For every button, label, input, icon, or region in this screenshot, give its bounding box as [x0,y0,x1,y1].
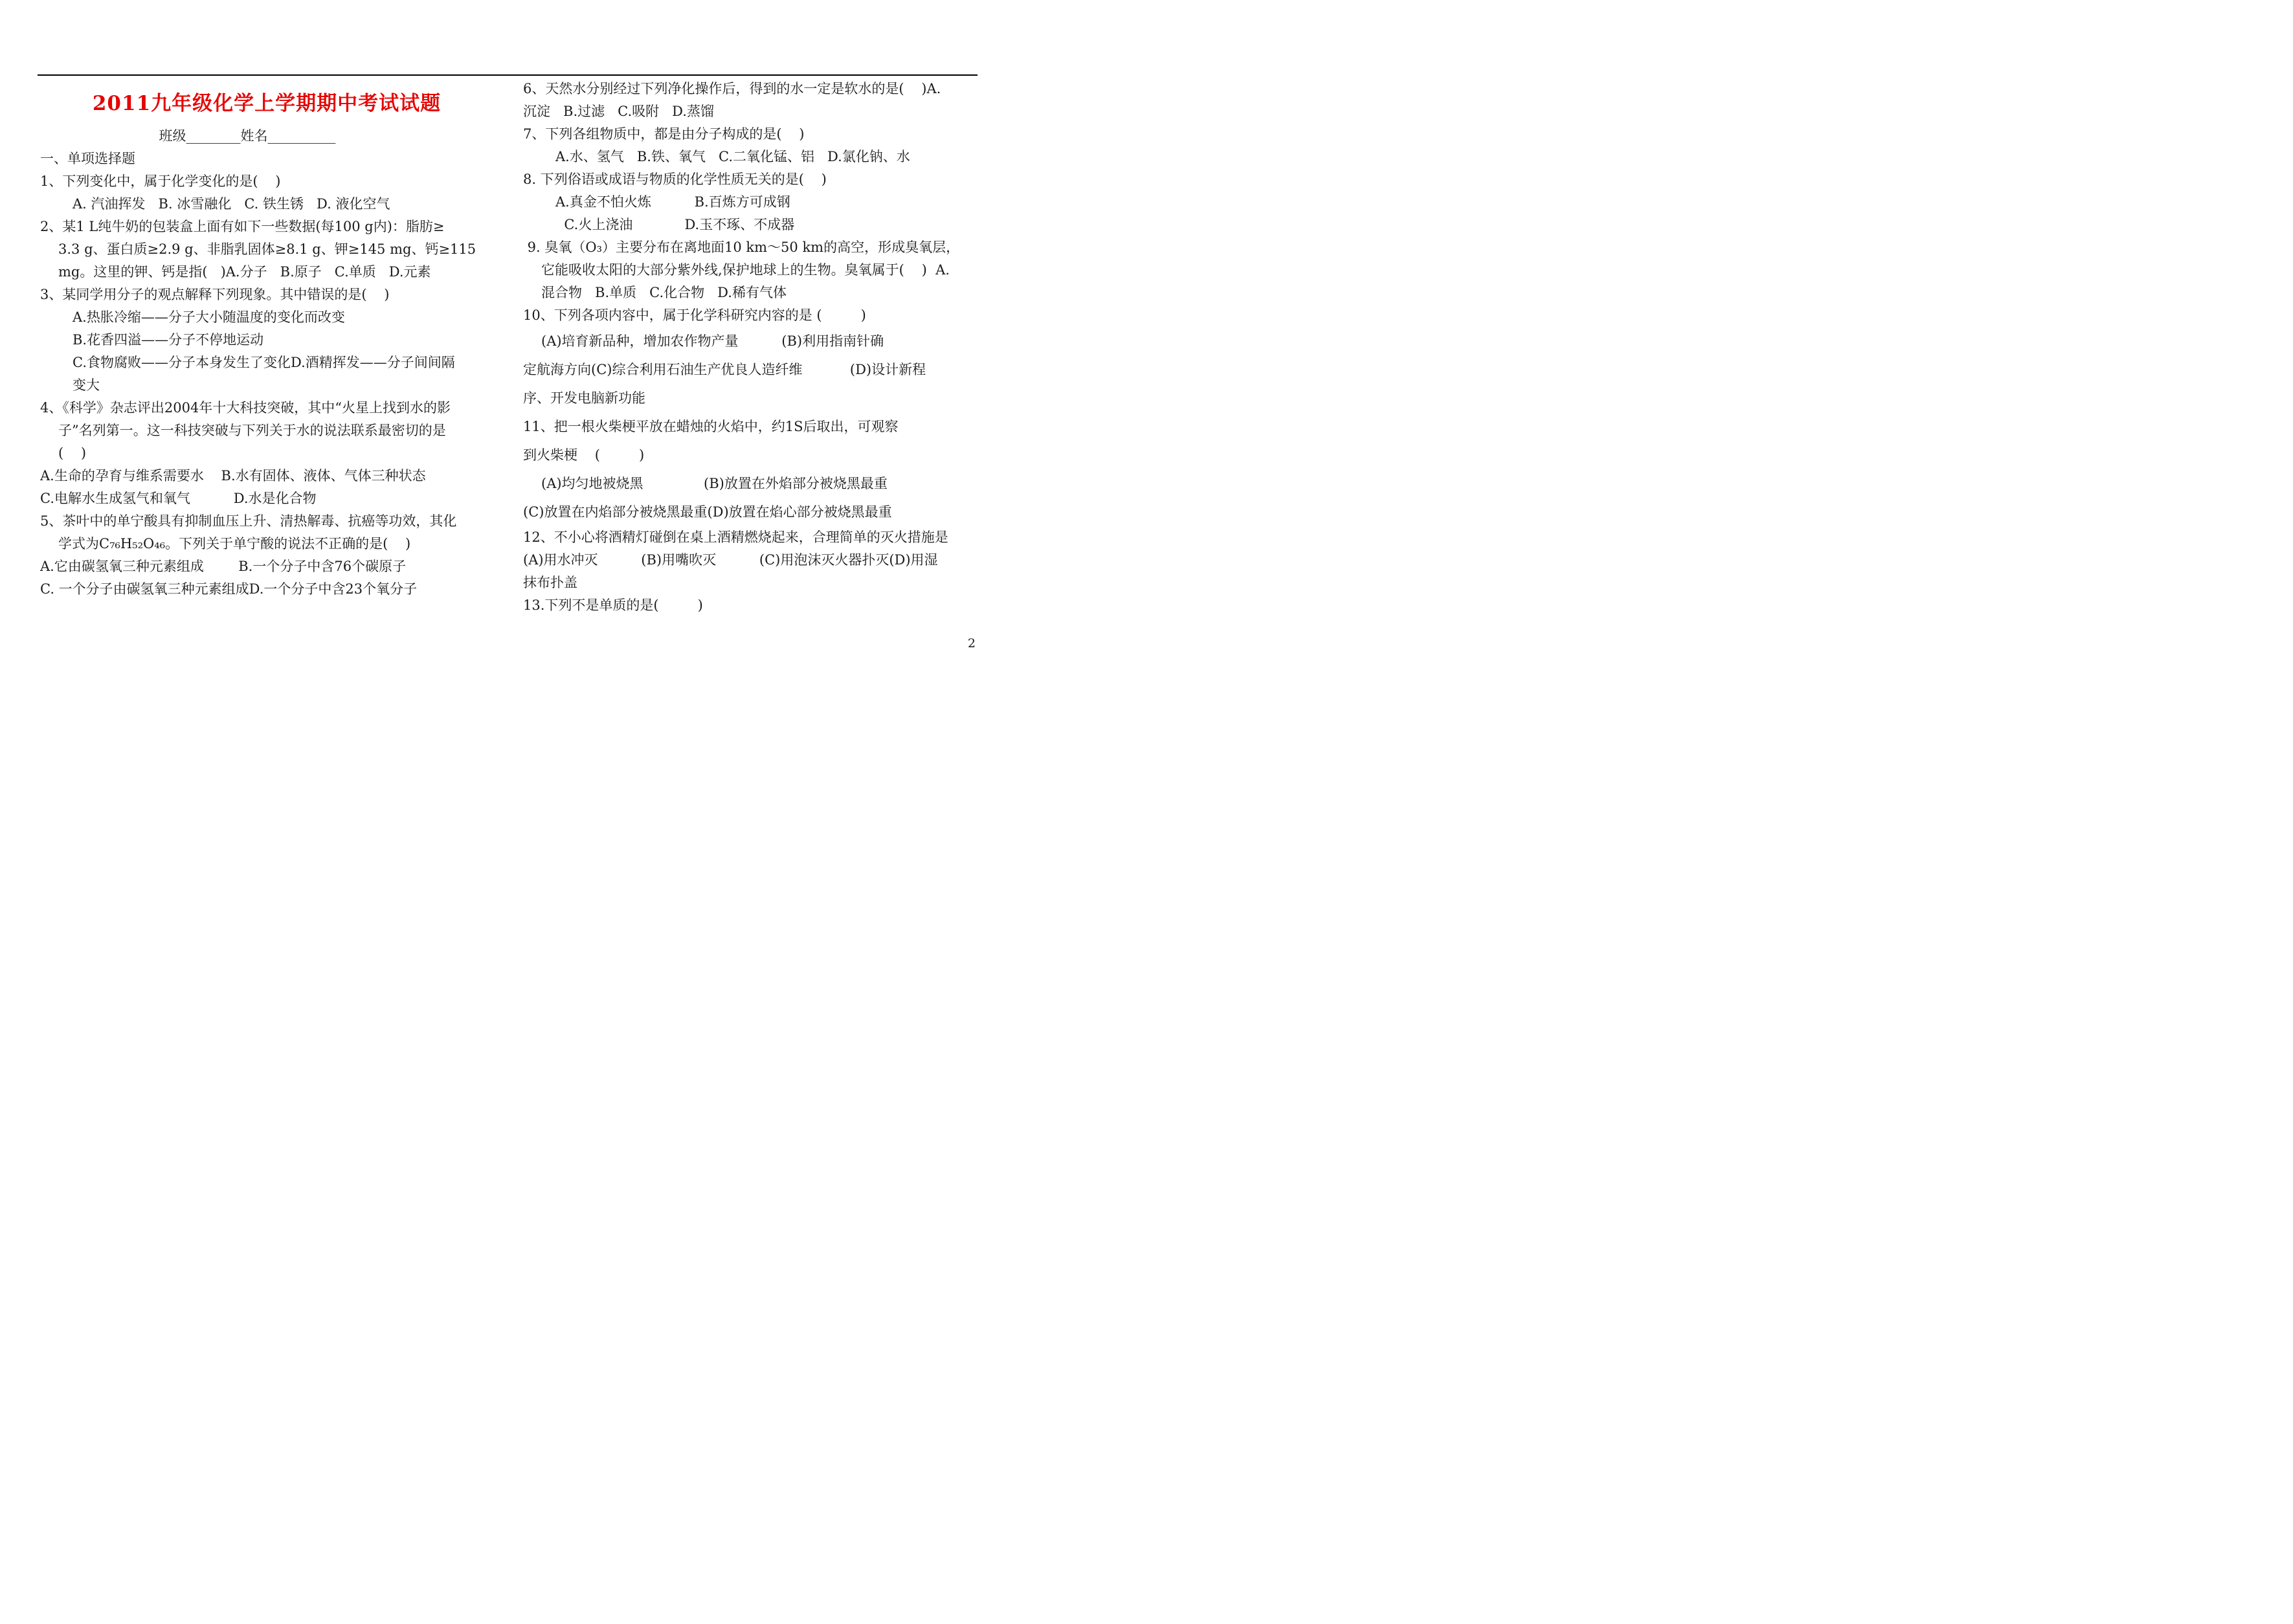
text-line: 定航海方向(C)综合利用石油生产优良人造纤维 (D)设计新程 [523,362,926,377]
left-question-list [40,148,493,601]
header-rule [38,74,978,76]
page-number: 2 [967,636,976,651]
text-line: C.电解水生成氢气和氧气 D.水是化合物 [40,491,317,506]
text-line: (A)用水冲灭 (B)用嘴吹灭 (C)用泡沫灭火器扑灭(D)用湿 [523,552,938,568]
text-line: 子”名列第一。这一科技突破与下列关于水的说法联系最密切的是 [58,423,446,438]
text-line: 序、开发电脑新功能 [523,390,645,406]
text-line: A.真金不怕火炼 B.百炼方可成钢 [555,194,790,210]
text-line: 5、茶叶中的单宁酸具有抑制血压上升、清热解毒、抗癌等功效，其化 [40,513,457,529]
text-line: 6、天然水分别经过下列净化操作后，得到的水一定是软水的是( )A. [523,81,941,96]
text-line: 12、不小心将酒精灯碰倒在桌上酒精燃烧起来，合理简单的灭火措施是 [523,529,948,545]
text-line: A.水、氢气 B.铁、氧气 C.二氧化锰、铝 D.氯化钠、水 [555,149,910,164]
text-line: 沉淀 B.过滤 C.吸附 D.蒸馏 [523,104,714,119]
text-line: A.热胀冷缩——分子大小随温度的变化而改变 [73,309,345,325]
text-line: A.它由碳氢氧三种元素组成 B.一个分子中含76个碳原子 [40,559,407,574]
text-line: 变大 [73,377,100,393]
text-line: 4、《科学》杂志评出2004年十大科技突破，其中“火星上找到水的影 [40,400,451,416]
text-line: 一、单项选择题 [40,151,135,166]
text-line: 混合物 B.单质 C.化合物 D.稀有气体 [541,285,787,300]
text-line: 9. 臭氧（O₃）主要分布在离地面10 km～50 km的高空，形成臭氧层， [523,239,960,255]
text-line: (A)培育新品种，增加农作物产量 (B)利用指南针确 [541,333,884,349]
text-line: 它能吸收太阳的大部分紫外线,保护地球上的生物。臭氧属于( ) A. [541,262,950,278]
text-line: 学式为C₇₆H₅₂O₄₆。下列关于单宁酸的说法不正确的是( ) [58,536,411,551]
right-column [523,78,984,617]
text-line: 8. 下列俗语或成语与物质的化学性质无关的是( ) [523,172,827,187]
text-line: (C)放置在内焰部分被烧黑最重(D)放置在焰心部分被烧黑最重 [523,504,892,520]
text-line: 7、下列各组物质中，都是由分子构成的是( ) [523,126,805,142]
text-line: 3、某同学用分子的观点解释下列现象。其中错误的是( ) [40,287,390,302]
text-line: 抹布扑盖 [523,575,577,590]
text-line: mg。这里的钾、钙是指( )A.分子 B.原子 C.单质 D.元素 [58,264,431,280]
class-name-line: 班级________姓名__________ [159,128,336,144]
text-line: C.食物腐败——分子本身发生了变化D.酒精挥发——分子间间隔 [73,355,455,370]
text-line: 3.3 g、蛋白质≥2.9 g、非脂乳固体≥8.1 g、钾≥145 mg、钙≥115 [58,241,476,257]
text-line: C.火上浇油 D.玉不琢、不成器 [555,217,795,232]
left-column [40,78,493,601]
text-line: (A)均匀地被烧黑 (B)放置在外焰部分被烧黑最重 [541,476,888,491]
text-line: 2、某1 L纯牛奶的包装盒上面有如下一些数据(每100 g内)：脂肪≥ [40,219,445,234]
right-question-list [523,78,984,617]
text-line: A. 汽油挥发 B. 冰雪融化 C. 铁生锈 D. 液化空气 [73,196,390,212]
text-line: ( ) [58,445,87,461]
text-line: 13.下列不是单质的是( ) [523,597,703,613]
exam-title: 2011九年级化学上学期期中考试试题 [92,92,442,115]
text-line: C. 一个分子由碳氢氧三种元素组成D.一个分子中含23个氧分子 [40,581,418,597]
text-line: 到火柴梗 ( ) [523,447,645,463]
text-line: B.花香四溢——分子不停地运动 [73,332,264,348]
text-line: 10、下列各项内容中，属于化学科研究内容的是 ( ) [523,307,866,323]
text-line: 11、把一根火柴梗平放在蜡烛的火焰中，约1S后取出，可观察 [523,419,899,434]
text-line: 1、下列变化中，属于化学变化的是( ) [40,173,281,189]
text-line: A.生命的孕育与维系需要水 B.水有固体、液体、气体三种状态 [40,468,426,484]
